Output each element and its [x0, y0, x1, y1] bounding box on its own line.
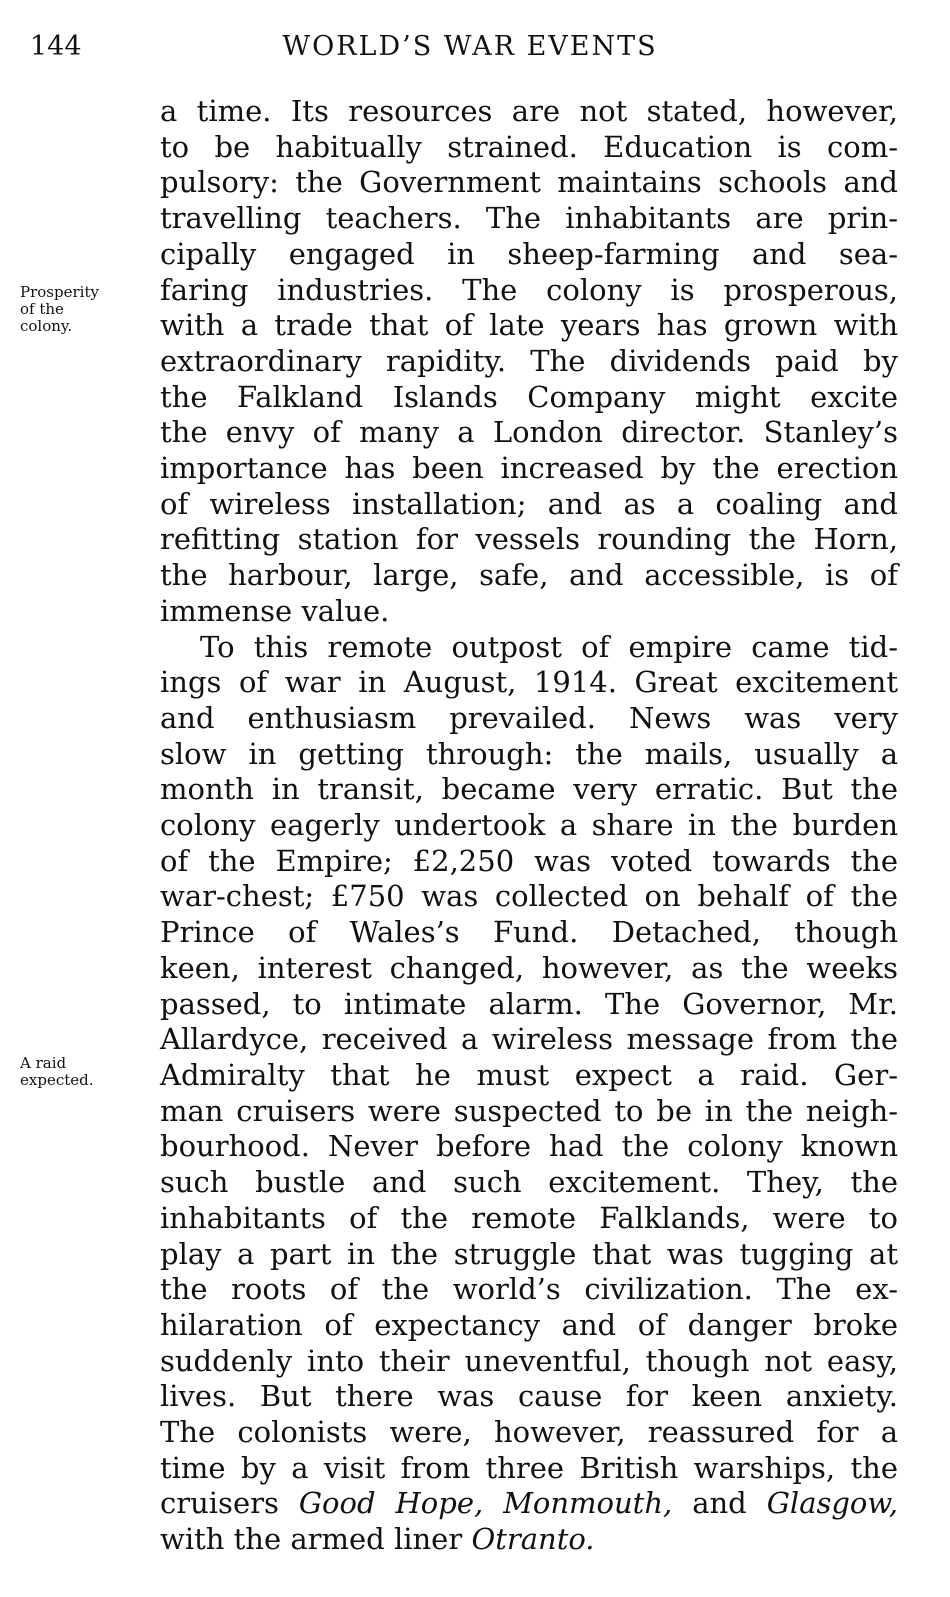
text-line: faring industries. The colony is prosperous,: [160, 272, 898, 307]
text-line: keen, interest changed, however, as the weeks: [160, 950, 898, 985]
text-line: man cruisers were suspected to be in the neigh-: [160, 1093, 898, 1128]
text-line: immense value.: [160, 593, 390, 628]
margin-note-prosperity: [20, 284, 99, 335]
page-header: [30, 30, 910, 64]
text-line: month in transit, became very erratic. But the: [160, 772, 898, 807]
text-line: Admiralty that he must expect a raid. Ger-: [160, 1057, 898, 1092]
text-line: The colonists were, however, reassured for a: [160, 1415, 898, 1450]
ship-name-monmouth: Monmouth,: [503, 1486, 673, 1521]
text-line: war-chest; £750 was collected on behalf of the: [160, 879, 898, 914]
text-line: importance has been increased by the erection: [160, 451, 898, 486]
text-line: to be habitually strained. Education is com-: [160, 129, 898, 164]
page-number: 144: [30, 31, 82, 62]
text-line: of wireless installation; and as a coaling and: [160, 486, 898, 521]
text-line: inhabitants of the remote Falklands, were to: [160, 1200, 898, 1235]
running-head: WORLD’S WAR EVENTS: [282, 31, 658, 62]
text-fragment: [483, 1486, 503, 1520]
text-line: play a part in the struggle that was tugging at: [160, 1236, 898, 1271]
text-line: time by a visit from three British warships, the: [160, 1450, 898, 1485]
text-fragment: cruisers: [160, 1486, 299, 1521]
text-line: Prince of Wales’s Fund. Detached, though: [160, 915, 898, 950]
text-line: cipally engaged in sheep-farming and sea-: [160, 236, 898, 271]
body-text: [160, 94, 898, 1558]
margin-note-line: expected.: [20, 1071, 94, 1089]
text-line: passed, to intimate alarm. The Governor, Mr.: [160, 986, 898, 1021]
ship-name-glasgow: Glasgow,: [766, 1486, 898, 1521]
ship-name-good-hope: Good Hope,: [298, 1486, 484, 1521]
margin-note-line: A raid: [20, 1054, 67, 1072]
margin-note-line: Prosperity: [20, 283, 99, 301]
text-line: and enthusiasm prevailed. News was very: [160, 700, 898, 735]
text-line: Allardyce, received a wireless message from the: [160, 1022, 898, 1057]
text-line: To this remote outpost of empire came tid-: [200, 629, 898, 664]
margin-note-line: colony.: [20, 317, 73, 335]
text-line: colony eagerly undertook a share in the burden: [160, 808, 898, 843]
text-fragment: and: [672, 1486, 767, 1521]
text-line: pulsory: the Government maintains schools and: [160, 165, 898, 200]
text-line: lives. But there was cause for keen anxiety.: [160, 1379, 898, 1414]
text-line: such bustle and such excitement. They, the: [160, 1165, 898, 1200]
margin-note-raid: [20, 1055, 94, 1089]
text-line: the Falkland Islands Company might excite: [160, 379, 898, 414]
text-line: bourhood. Never before had the colony known: [160, 1129, 898, 1164]
text-line: with a trade that of late years has grown with: [160, 308, 898, 343]
margin-note-line: of the: [20, 300, 64, 318]
text-line: slow in getting through: the mails, usually a: [160, 736, 898, 771]
text-line: suddenly into their uneventful, though not easy,: [160, 1343, 898, 1378]
text-line: ings of war in August, 1914. Great excitement: [160, 665, 898, 700]
ship-name-otranto: Otranto.: [471, 1522, 595, 1557]
text-line: travelling teachers. The inhabitants are prin-: [160, 201, 898, 236]
text-line: extraordinary rapidity. The dividends paid by: [160, 343, 898, 378]
text-line: refitting station for vessels rounding the Horn,: [160, 522, 898, 557]
text-fragment: with the armed liner: [160, 1522, 472, 1557]
text-line: hilaration of expectancy and of danger broke: [160, 1307, 898, 1342]
text-line: a time. Its resources are not stated, however,: [160, 94, 898, 128]
text-line-final: [160, 1522, 898, 1558]
text-line: the harbour, large, safe, and accessible, is of: [160, 558, 898, 593]
text-line: the envy of many a London director. Stanley’s: [160, 415, 898, 450]
text-line: of the Empire; £2,250 was voted towards the: [160, 843, 898, 878]
text-line: the roots of the world’s civilization. The ex-: [160, 1272, 898, 1307]
text-line-ships: [160, 1486, 898, 1522]
